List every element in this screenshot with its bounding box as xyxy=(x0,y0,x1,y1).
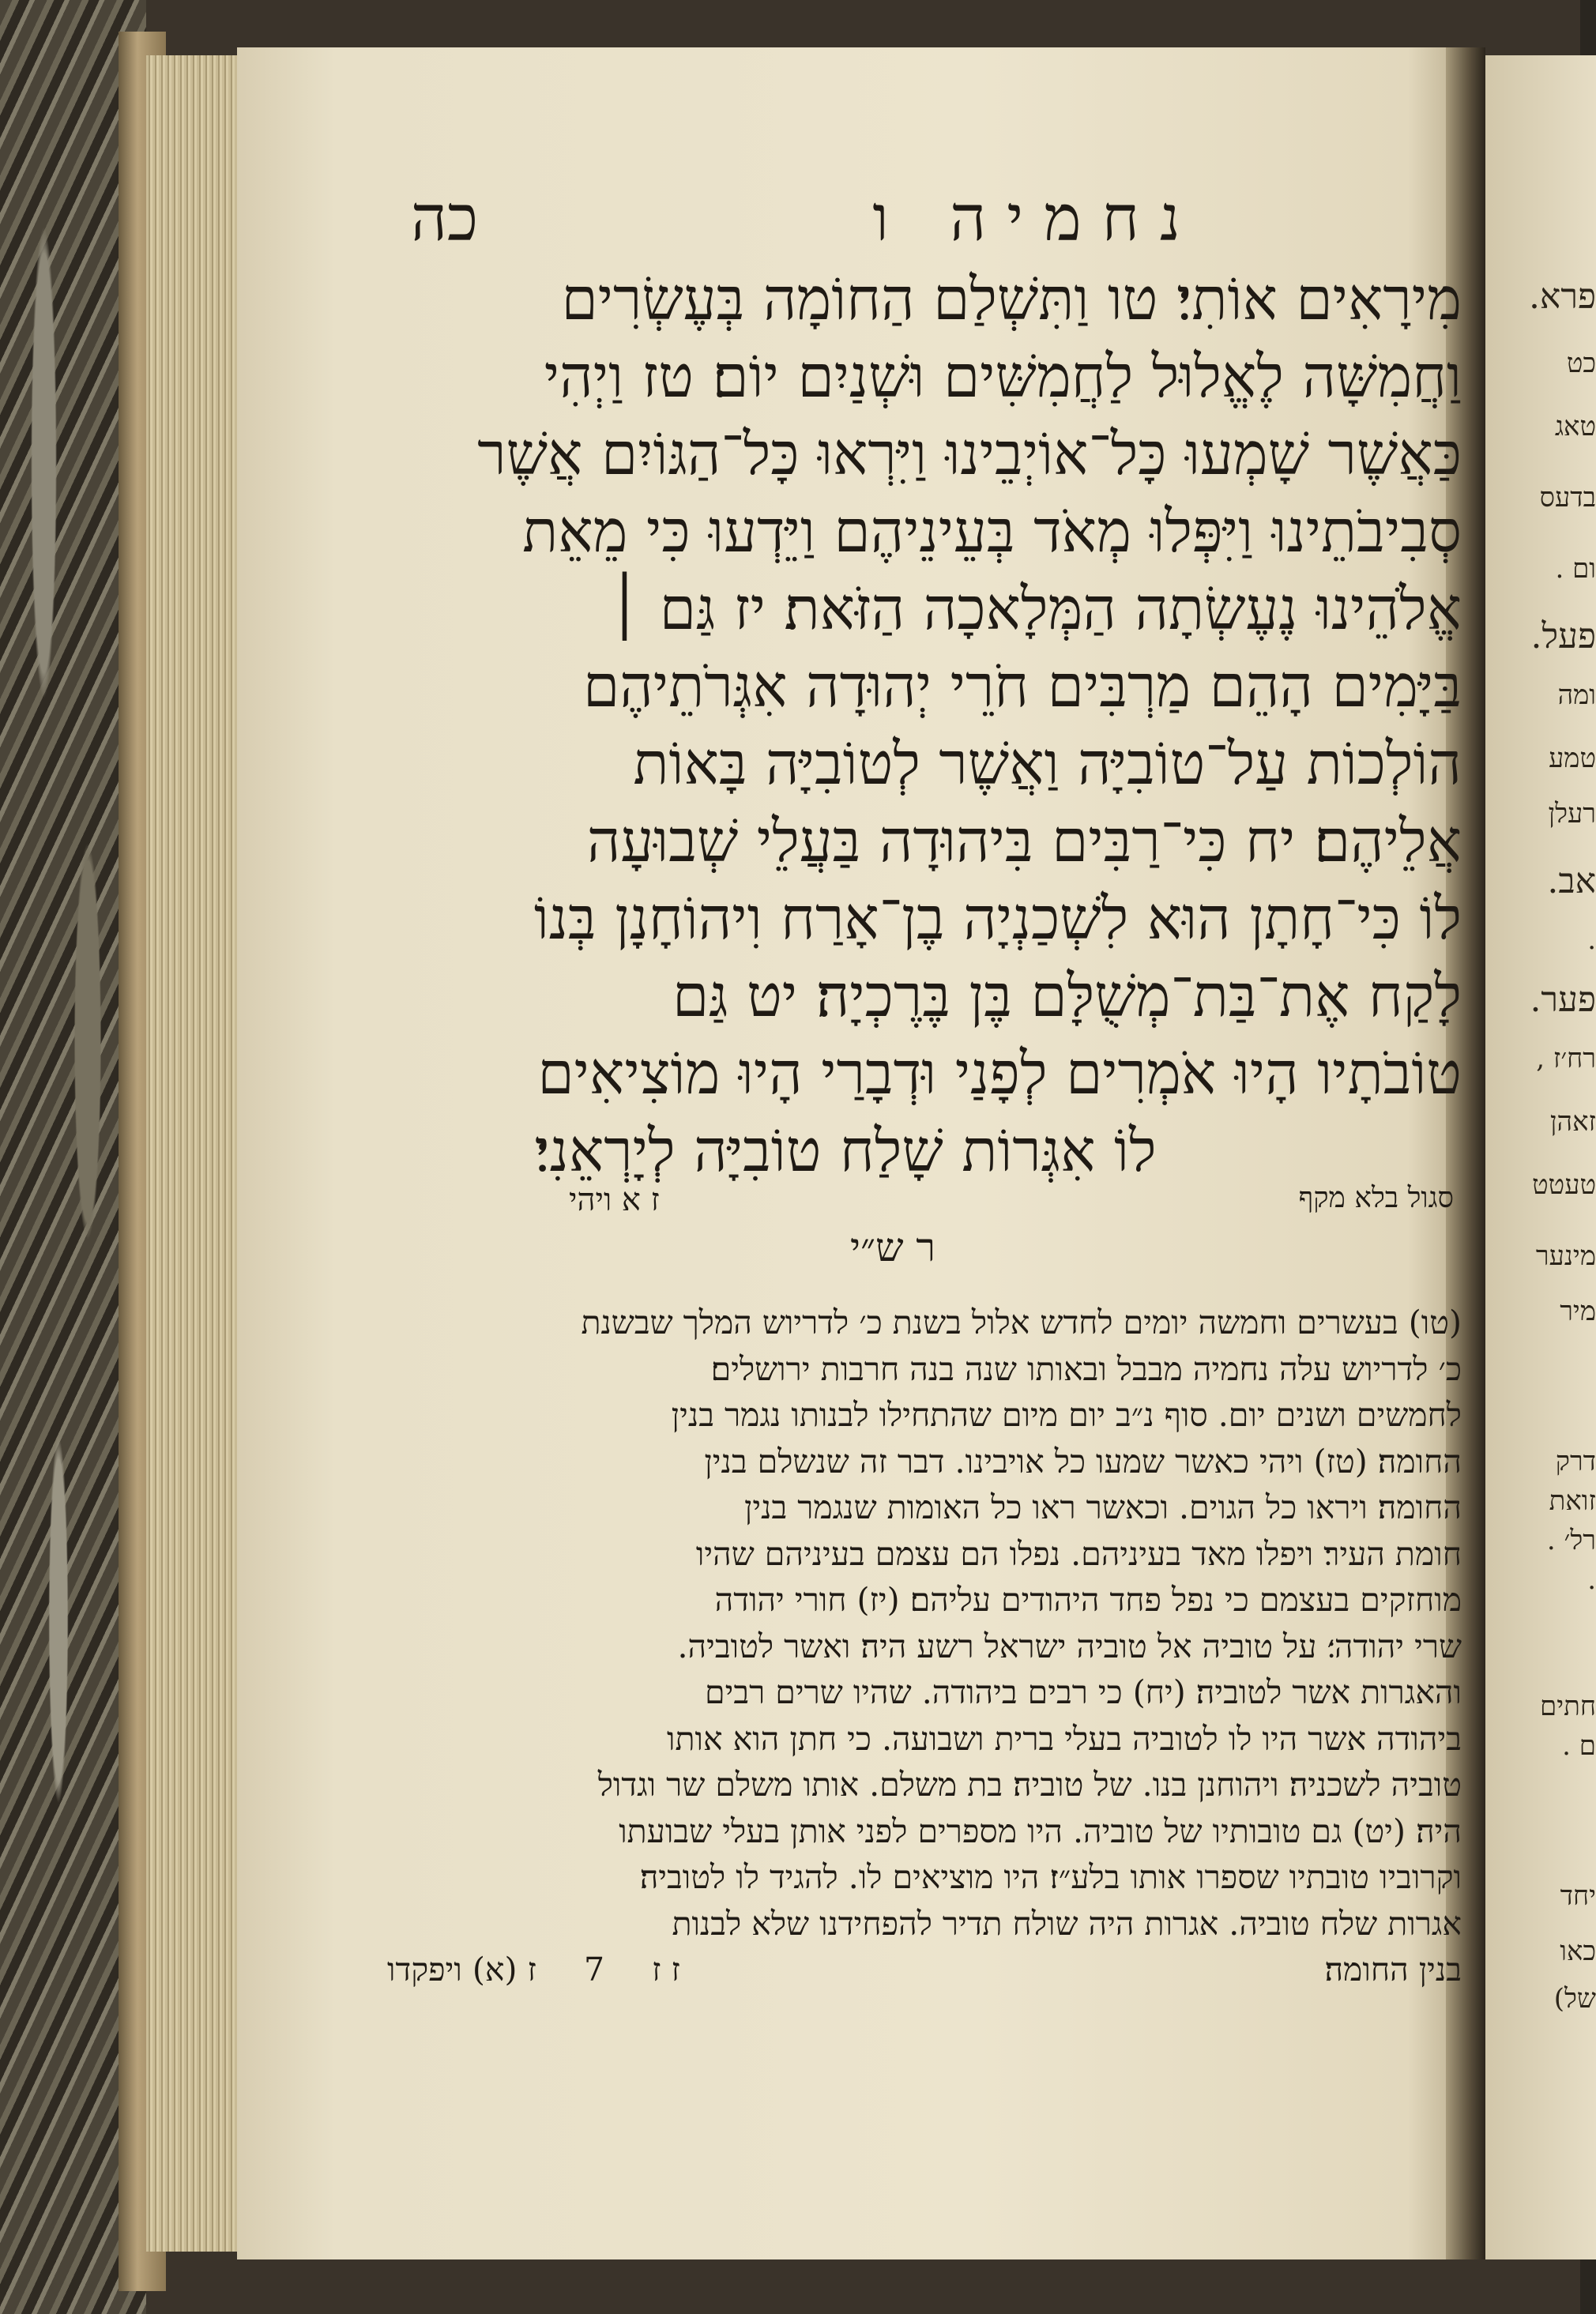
commentary-line: חומת העיר׃ ויפלו מאד בעיניהם. נפלו הם עצמם בעיניהם שהיו xyxy=(695,1534,1462,1573)
facing-text: רח׳ז , xyxy=(1536,1043,1596,1074)
commentary-line: בנין החומה׃ xyxy=(1324,1951,1462,1989)
page-footer xyxy=(387,1947,680,1993)
facing-text: טמע xyxy=(1549,743,1596,774)
facing-text: יחד xyxy=(1560,1880,1596,1912)
commentary-line: שרי יהודה׳׃ על טוביה אל טוביה ישראל רשע היה׃ ואשר לטוביה. xyxy=(677,1627,1462,1665)
commentary-line: (טו) בעשרים וחמשה יומים לחדש אלול בשנת כ׳ לדריוש המלך שבשנת xyxy=(581,1304,1462,1341)
facing-text: רל׳ . xyxy=(1546,1525,1596,1556)
facing-text: ומה xyxy=(1557,679,1596,711)
facing-text: רעלן xyxy=(1548,798,1596,830)
facing-text: ום . xyxy=(1555,553,1596,585)
facing-text: מינער xyxy=(1535,1240,1596,1272)
commentary-line: כ׳ לדריוש עלה נחמיה מבבל ובאותו שנה בנה חרבות ירושלים׃ xyxy=(710,1349,1462,1388)
facing-text: בדעס xyxy=(1539,482,1596,514)
facing-text: טאג xyxy=(1554,411,1596,442)
commentary-line: טוביה לשכניה׃ ויהוחנן בנו. של טוביה׃ בת משלם. אותו משלם שר וגדול xyxy=(597,1766,1462,1804)
signature-mark: ז ז xyxy=(652,1951,680,1989)
masora-note-left: ז א ויהי xyxy=(569,1182,660,1218)
facing-text: פער. xyxy=(1530,980,1596,1020)
facing-text: . xyxy=(1587,924,1596,956)
main-text-line: הוֹלְכוֹת עַל־טוֹבִיָּה וַאֲשֶׁר לְטוֹבִיָּה בָּאוֹת xyxy=(633,730,1462,798)
catchword: ז (א) ויפקדו xyxy=(387,1951,536,1989)
main-text-line: טוֹבֹתָיו הָיוּ אֹמְרִים לְפָנַי וּדְבָרַי הָיוּ מוֹצִיאִים xyxy=(537,1040,1462,1108)
page-number: כה xyxy=(411,182,479,255)
main-text-line: לוֹ כִּי־חָתָן הוּא לִשְׁכַנְיָה בֶן־אָרַח וִיהוֹחָנָן בְּנוֹ xyxy=(533,885,1462,953)
facing-text: . xyxy=(1587,1564,1596,1596)
masora-note-right: סגול בלא מקף xyxy=(1298,1182,1454,1214)
commentary-last-line xyxy=(387,1947,1462,1993)
commentary-line: החומה׃ (טז) ויהי כאשר שמעו כל אויבינו. דבר זה שנשלם בנין xyxy=(704,1442,1462,1481)
facing-text: מיר xyxy=(1560,1296,1596,1327)
main-text-line: אֲלֵיהֶם׃ יח כִּי־רַבִּים בִּיהוּדָה בַּעֲלֵי שְׁבוּעָה xyxy=(586,807,1462,875)
facing-text: ם . xyxy=(1562,1730,1596,1762)
facing-text: פעל. xyxy=(1530,616,1596,657)
commentary-line: וקרוביו טובתיו שספרו אותו בלע״ז׃ היו מוציאים לו. להגיד לו לטוביה׃ xyxy=(639,1858,1462,1896)
rashi-heading: ר ש״י xyxy=(850,1225,935,1270)
commentary-line: ביהודה אשר היו לו לטוביה בעלי ברית ושבועה. כי חתן הוא אותו xyxy=(667,1719,1462,1758)
facing-page-fragment xyxy=(1485,55,1596,2259)
commentary-line: אגרות שלח טוביה. אגרות היה שולח תדיר להפחידנו שלא לבנות xyxy=(672,1904,1462,1943)
running-head-title: נחמיה ו xyxy=(872,182,1201,255)
main-text-line: לוֹ אִגְּרוֹת שָׁלַח טוֹבִיָּה לְיָרְאֵנִי׃ xyxy=(534,1117,1157,1185)
facing-text: טעטט xyxy=(1532,1169,1596,1201)
main-text-line: וַחֲמִשָּׁה לֶאֱלוּל לַחֲמִשִּׁים וּשְׁנַיִם יוֹם׃ טז וַיְהִי xyxy=(544,343,1462,411)
main-text-line: סְבִיבֹתֵינוּ וַיִּפְּלוּ מְאֹד בְּעֵינֵיהֶם וַיֵּדְעוּ כִּי מֵאֵת xyxy=(522,498,1462,566)
commentary-line: מוחזקים בעצמם כי נפל פחד היהודים עליהם׃ (יז) חורי יהודה xyxy=(714,1581,1462,1619)
main-text-line: לָקַח אֶת־בַּת־מְשֻׁלָּם בֶּן בֶּרֶכְיָה׃ יט גַּם xyxy=(672,962,1462,1030)
main-text-line: בַּיָּמִים הָהֵם מַרְבִּים חֹרֵי יְהוּדָה אִגְּרֹתֵיהֶם xyxy=(583,653,1462,721)
main-text-line: אֱלֹהֵינוּ נֶעֶשְׂתָה הַמְּלָאכָה הַזֹּאת׃ יז גַּם ׀ xyxy=(608,575,1462,643)
facing-text: דרק xyxy=(1555,1446,1596,1477)
facing-text: זואת xyxy=(1549,1485,1596,1517)
facing-text: פרא. xyxy=(1528,277,1596,317)
page-stack-edges xyxy=(146,55,241,2252)
commentary-line: היה׃ (יט) גם טובותיו של טוביה. היו מספרים לפני אותן בעלי שבועתו xyxy=(619,1812,1462,1850)
facing-text: כאו xyxy=(1560,1936,1596,1967)
facing-text: כט xyxy=(1566,348,1596,379)
facing-text: זאהן xyxy=(1549,1106,1596,1138)
main-text-line: כַּאֲשֶׁר שָׁמְעוּ כָּל־אוֹיְבֵינוּ וַיִּרְאוּ כָּל־הַגּוֹיִם אֲשֶׁר xyxy=(477,420,1462,488)
commentary-line: החומה׃ ויראו כל הגוים. וכאשר ראו כל האומות שנגמר בנין xyxy=(743,1488,1462,1526)
facing-text: אב. xyxy=(1547,861,1596,901)
rashi-commentary xyxy=(387,1300,1462,1993)
signature-number: 7 xyxy=(583,1951,605,1989)
commentary-line: לחמשים ושנים יום. סוף נ״ב יום מיום שהתחילו לבנותו נגמר בנין xyxy=(671,1396,1462,1434)
facing-text: של) xyxy=(1553,1983,1596,2015)
masora-note xyxy=(442,1181,1454,1218)
main-text-line: מִירָאִים אוֹתִי׃ טו וַתִּשְׁלַם הַחוֹמָה בְּעֶשְׂרִים xyxy=(561,265,1462,333)
commentary-line: והאגרות אשר לטוביה׃ (יח) כי רבים ביהודה. שהיו שרים רבים xyxy=(705,1673,1462,1711)
running-head xyxy=(411,182,1201,256)
main-text-block xyxy=(387,261,1462,1190)
facing-text: חתים xyxy=(1540,1691,1596,1722)
